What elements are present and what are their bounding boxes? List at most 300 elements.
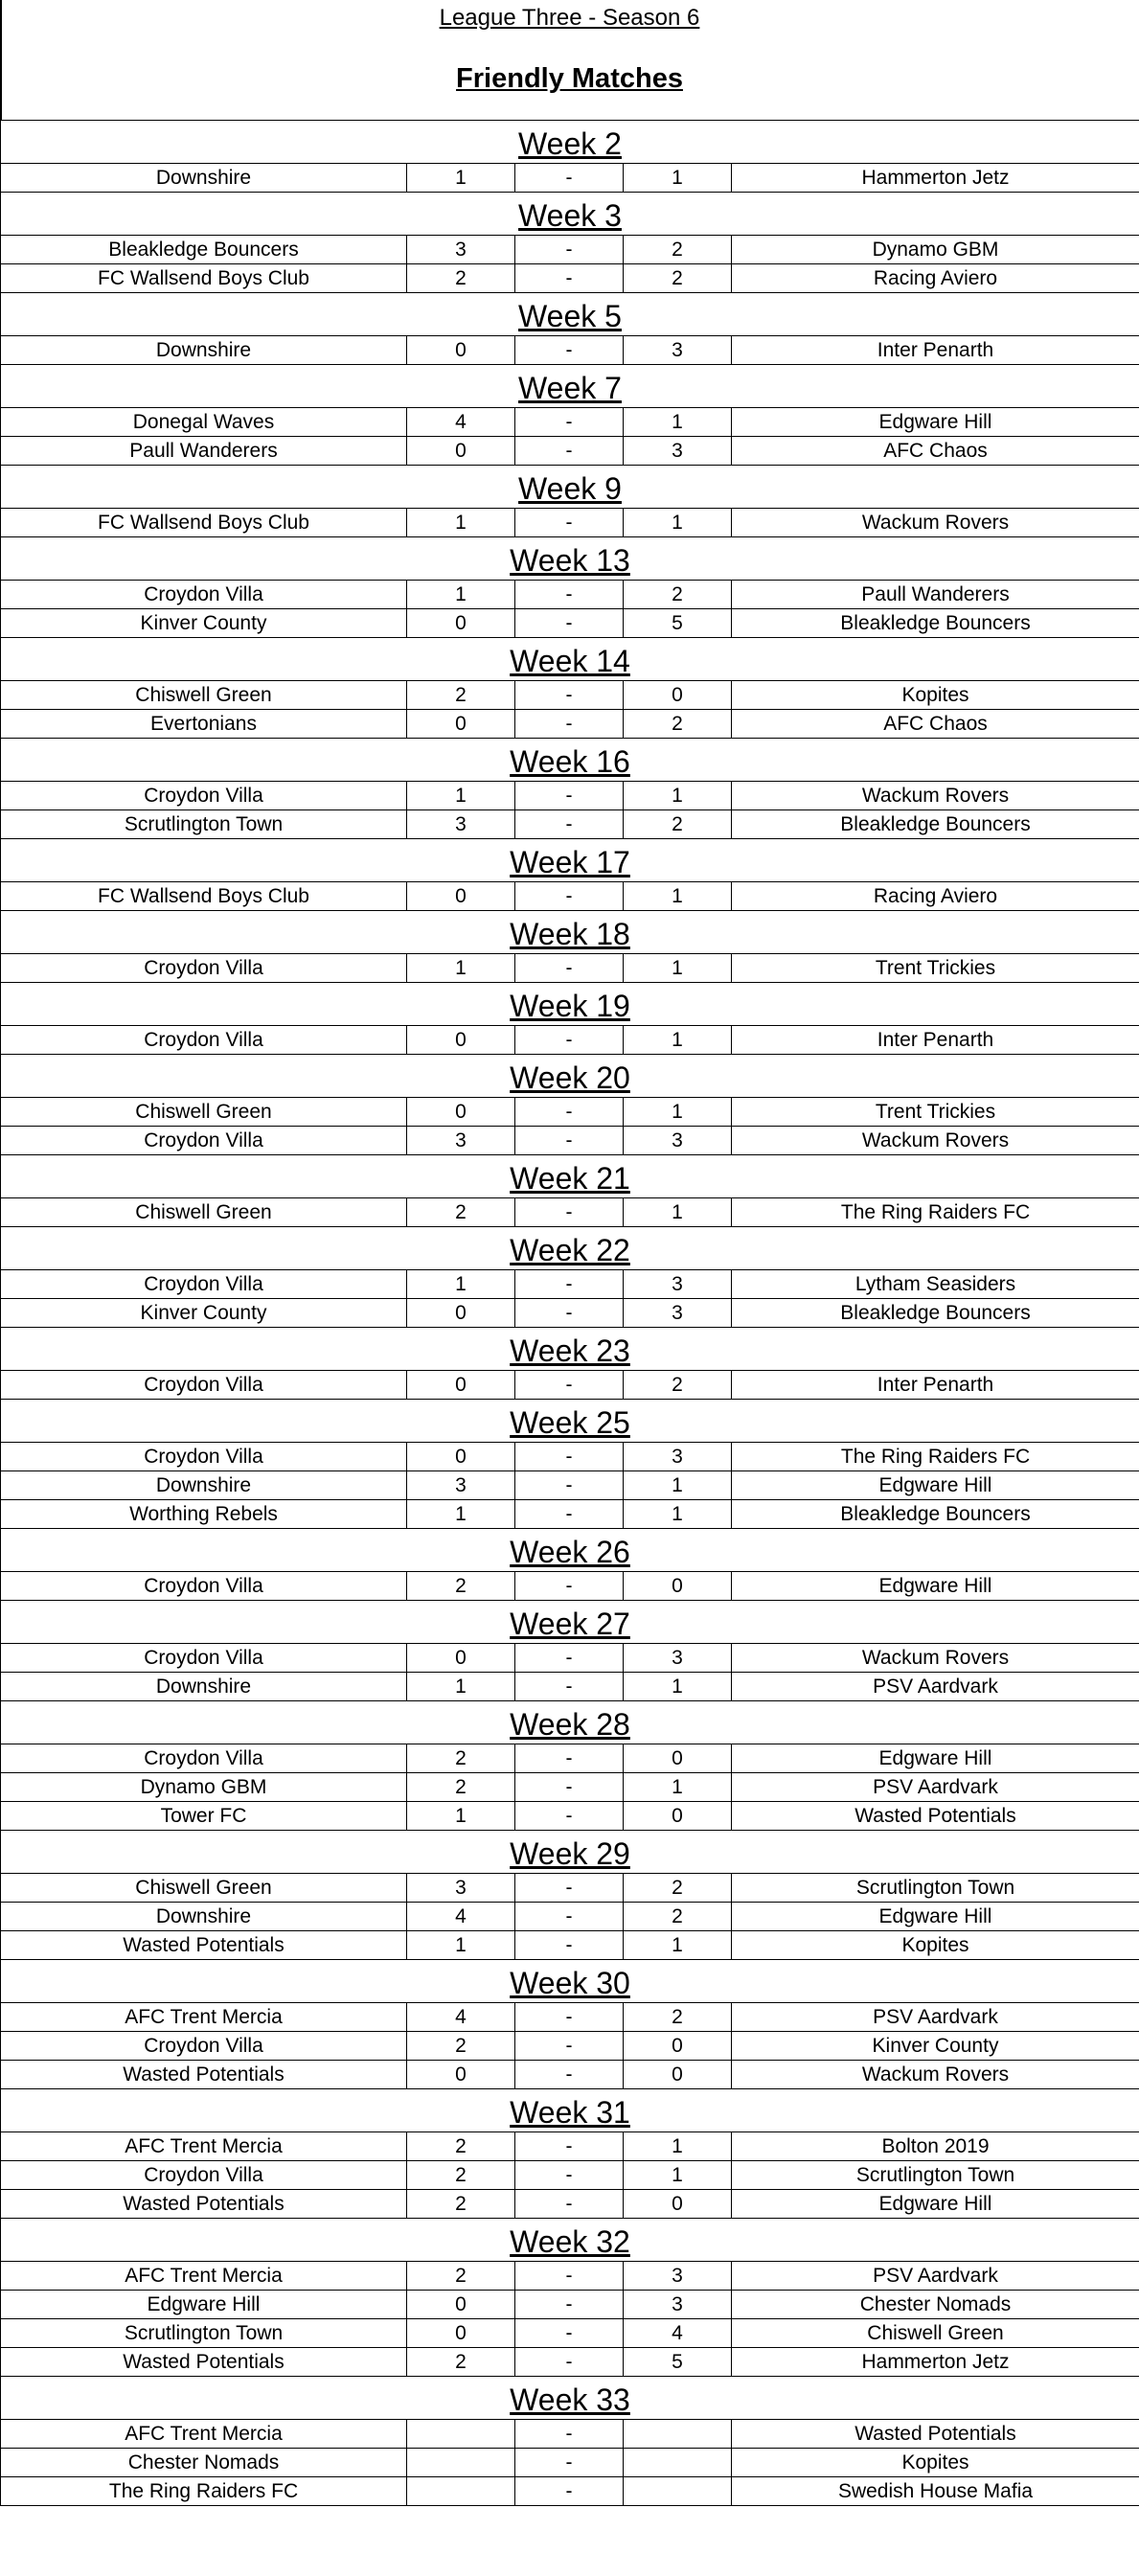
away-team-cell: Kopites xyxy=(732,1931,1139,1960)
home-team-cell: FC Wallsend Boys Club xyxy=(1,882,407,911)
away-team-cell: Edgware Hill xyxy=(732,408,1139,437)
home-score-cell xyxy=(407,2477,515,2506)
match-row xyxy=(1,1744,1139,1773)
home-score-cell: 1 xyxy=(407,1270,515,1299)
week-label: Week 28 xyxy=(1,1701,1139,1744)
match-row xyxy=(1,2477,1139,2506)
home-team-cell: Bleakledge Bouncers xyxy=(1,236,407,264)
week-label: Week 31 xyxy=(1,2089,1139,2132)
away-score-cell: 2 xyxy=(624,1874,732,1903)
score-separator-cell: - xyxy=(515,2190,624,2219)
home-score-cell: 1 xyxy=(407,164,515,193)
week-label: Week 2 xyxy=(1,121,1139,164)
away-team-cell: Wasted Potentials xyxy=(732,2420,1139,2449)
away-score-cell: 3 xyxy=(624,1127,732,1155)
away-team-cell: Trent Trickies xyxy=(732,954,1139,983)
match-row xyxy=(1,2190,1139,2219)
home-team-cell: Dynamo GBM xyxy=(1,1773,407,1802)
match-row xyxy=(1,2262,1139,2291)
home-score-cell: 1 xyxy=(407,1931,515,1960)
home-team-cell: Downshire xyxy=(1,1471,407,1500)
match-row xyxy=(1,408,1139,437)
match-row xyxy=(1,882,1139,911)
score-separator-cell: - xyxy=(515,2420,624,2449)
home-score-cell: 0 xyxy=(407,1026,515,1055)
week-header-row xyxy=(1,466,1139,509)
away-score-cell: 1 xyxy=(624,1773,732,1802)
away-score-cell: 0 xyxy=(624,1572,732,1601)
match-row xyxy=(1,2032,1139,2061)
away-team-cell: Racing Aviero xyxy=(732,264,1139,293)
match-row xyxy=(1,1802,1139,1831)
score-separator-cell: - xyxy=(515,1270,624,1299)
away-team-cell: PSV Aardvark xyxy=(732,1773,1139,1802)
away-score-cell: 1 xyxy=(624,509,732,537)
week-header-row xyxy=(1,1529,1139,1572)
home-score-cell: 0 xyxy=(407,609,515,638)
week-header-row xyxy=(1,839,1139,882)
home-score-cell: 1 xyxy=(407,954,515,983)
home-score-cell: 0 xyxy=(407,882,515,911)
away-score-cell: 1 xyxy=(624,782,732,810)
away-team-cell: PSV Aardvark xyxy=(732,2003,1139,2032)
week-header-row xyxy=(1,1227,1139,1270)
match-row xyxy=(1,264,1139,293)
away-team-cell: Edgware Hill xyxy=(732,1572,1139,1601)
away-score-cell xyxy=(624,2477,732,2506)
away-score-cell: 2 xyxy=(624,810,732,839)
match-row xyxy=(1,2161,1139,2190)
home-team-cell: Tower FC xyxy=(1,1802,407,1831)
away-score-cell: 1 xyxy=(624,1471,732,1500)
week-header-row xyxy=(1,293,1139,336)
home-score-cell: 2 xyxy=(407,1572,515,1601)
week-label: Week 7 xyxy=(1,365,1139,408)
home-team-cell: Croydon Villa xyxy=(1,1026,407,1055)
home-score-cell: 3 xyxy=(407,810,515,839)
home-score-cell: 2 xyxy=(407,264,515,293)
away-score-cell: 0 xyxy=(624,681,732,710)
away-team-cell: Wackum Rovers xyxy=(732,782,1139,810)
home-team-cell: Chester Nomads xyxy=(1,2449,407,2477)
match-row xyxy=(1,437,1139,466)
week-label: Week 33 xyxy=(1,2377,1139,2420)
home-score-cell: 2 xyxy=(407,2132,515,2161)
score-separator-cell: - xyxy=(515,1299,624,1328)
match-row xyxy=(1,236,1139,264)
home-team-cell: AFC Trent Mercia xyxy=(1,2420,407,2449)
score-separator-cell: - xyxy=(515,236,624,264)
score-separator-cell: - xyxy=(515,408,624,437)
match-row xyxy=(1,810,1139,839)
away-team-cell: Hammerton Jetz xyxy=(732,2348,1139,2377)
home-score-cell: 4 xyxy=(407,2003,515,2032)
score-separator-cell: - xyxy=(515,581,624,609)
week-header-row xyxy=(1,2219,1139,2262)
match-row xyxy=(1,681,1139,710)
home-team-cell: Kinver County xyxy=(1,609,407,638)
week-header-row xyxy=(1,1155,1139,1198)
score-separator-cell: - xyxy=(515,2032,624,2061)
score-separator-cell: - xyxy=(515,954,624,983)
score-separator-cell: - xyxy=(515,2449,624,2477)
away-score-cell: 1 xyxy=(624,882,732,911)
home-team-cell: Croydon Villa xyxy=(1,1371,407,1400)
home-team-cell: Croydon Villa xyxy=(1,1270,407,1299)
score-separator-cell: - xyxy=(515,2262,624,2291)
score-separator-cell: - xyxy=(515,1127,624,1155)
away-team-cell: PSV Aardvark xyxy=(732,1673,1139,1701)
away-team-cell: Kinver County xyxy=(732,2032,1139,2061)
score-separator-cell: - xyxy=(515,810,624,839)
home-team-cell: Croydon Villa xyxy=(1,581,407,609)
home-score-cell: 4 xyxy=(407,1903,515,1931)
home-score-cell: 1 xyxy=(407,1673,515,1701)
away-score-cell: 3 xyxy=(624,2262,732,2291)
score-separator-cell: - xyxy=(515,1744,624,1773)
score-separator-cell: - xyxy=(515,2161,624,2190)
week-header-row xyxy=(1,2089,1139,2132)
away-score-cell: 1 xyxy=(624,164,732,193)
away-team-cell: Chester Nomads xyxy=(732,2291,1139,2319)
away-team-cell: Inter Penarth xyxy=(732,336,1139,365)
away-team-cell: PSV Aardvark xyxy=(732,2262,1139,2291)
away-score-cell: 2 xyxy=(624,581,732,609)
score-separator-cell: - xyxy=(515,882,624,911)
score-separator-cell: - xyxy=(515,1572,624,1601)
home-score-cell: 3 xyxy=(407,236,515,264)
home-score-cell: 2 xyxy=(407,1744,515,1773)
away-score-cell: 3 xyxy=(624,336,732,365)
away-team-cell: Chiswell Green xyxy=(732,2319,1139,2348)
away-team-cell: Trent Trickies xyxy=(732,1098,1139,1127)
score-separator-cell: - xyxy=(515,2291,624,2319)
week-header-row xyxy=(1,739,1139,782)
week-header-row xyxy=(1,983,1139,1026)
match-row xyxy=(1,336,1139,365)
home-team-cell: The Ring Raiders FC xyxy=(1,2477,407,2506)
home-score-cell: 0 xyxy=(407,2319,515,2348)
home-team-cell: Chiswell Green xyxy=(1,1198,407,1227)
away-score-cell: 0 xyxy=(624,1802,732,1831)
week-label: Week 5 xyxy=(1,293,1139,336)
score-separator-cell: - xyxy=(515,1773,624,1802)
match-row xyxy=(1,1127,1139,1155)
score-separator-cell: - xyxy=(515,1026,624,1055)
away-score-cell: 3 xyxy=(624,1644,732,1673)
away-score-cell: 0 xyxy=(624,1744,732,1773)
home-score-cell: 3 xyxy=(407,1874,515,1903)
week-header-row xyxy=(1,1701,1139,1744)
week-header-row xyxy=(1,193,1139,236)
match-row xyxy=(1,2003,1139,2032)
home-team-cell: Evertonians xyxy=(1,710,407,739)
match-row xyxy=(1,1270,1139,1299)
home-score-cell: 2 xyxy=(407,2348,515,2377)
week-header-row xyxy=(1,638,1139,681)
home-score-cell: 0 xyxy=(407,437,515,466)
week-label: Week 23 xyxy=(1,1328,1139,1371)
week-label: Week 14 xyxy=(1,638,1139,681)
score-separator-cell: - xyxy=(515,1931,624,1960)
away-team-cell: AFC Chaos xyxy=(732,710,1139,739)
home-team-cell: AFC Trent Mercia xyxy=(1,2132,407,2161)
match-row xyxy=(1,782,1139,810)
match-row xyxy=(1,1026,1139,1055)
away-score-cell: 0 xyxy=(624,2032,732,2061)
away-team-cell: Hammerton Jetz xyxy=(732,164,1139,193)
score-separator-cell: - xyxy=(515,1443,624,1471)
home-team-cell: Croydon Villa xyxy=(1,782,407,810)
week-header-row xyxy=(1,2377,1139,2420)
score-separator-cell: - xyxy=(515,782,624,810)
match-row xyxy=(1,1644,1139,1673)
away-score-cell: 1 xyxy=(624,1198,732,1227)
week-label: Week 13 xyxy=(1,537,1139,581)
home-team-cell: Donegal Waves xyxy=(1,408,407,437)
home-score-cell: 4 xyxy=(407,408,515,437)
home-team-cell: Croydon Villa xyxy=(1,1443,407,1471)
away-score-cell: 1 xyxy=(624,1931,732,1960)
away-score-cell: 1 xyxy=(624,2161,732,2190)
home-team-cell: Chiswell Green xyxy=(1,1098,407,1127)
away-score-cell: 2 xyxy=(624,264,732,293)
fixtures-table-container xyxy=(0,120,1139,2506)
match-row xyxy=(1,1903,1139,1931)
home-team-cell: Worthing Rebels xyxy=(1,1500,407,1529)
week-label: Week 3 xyxy=(1,193,1139,236)
week-header-row xyxy=(1,1831,1139,1874)
away-score-cell: 3 xyxy=(624,1443,732,1471)
home-team-cell: Wasted Potentials xyxy=(1,2348,407,2377)
home-score-cell: 0 xyxy=(407,1371,515,1400)
away-team-cell: Inter Penarth xyxy=(732,1371,1139,1400)
match-row xyxy=(1,2319,1139,2348)
week-label: Week 9 xyxy=(1,466,1139,509)
away-team-cell: Wasted Potentials xyxy=(732,1802,1139,1831)
score-separator-cell: - xyxy=(515,1903,624,1931)
page-title: League Three - Season 6 xyxy=(439,5,700,31)
home-score-cell: 1 xyxy=(407,581,515,609)
away-score-cell: 1 xyxy=(624,1098,732,1127)
home-score-cell: 0 xyxy=(407,1644,515,1673)
home-score-cell: 2 xyxy=(407,2161,515,2190)
away-score-cell xyxy=(624,2420,732,2449)
home-score-cell: 0 xyxy=(407,2061,515,2089)
home-score-cell: 2 xyxy=(407,681,515,710)
home-team-cell: Edgware Hill xyxy=(1,2291,407,2319)
away-score-cell: 1 xyxy=(624,1026,732,1055)
away-score-cell: 5 xyxy=(624,609,732,638)
home-score-cell xyxy=(407,2420,515,2449)
away-score-cell: 4 xyxy=(624,2319,732,2348)
fixtures-body xyxy=(1,121,1139,2506)
week-label: Week 30 xyxy=(1,1960,1139,2003)
match-row xyxy=(1,1443,1139,1471)
home-team-cell: FC Wallsend Boys Club xyxy=(1,509,407,537)
match-row xyxy=(1,2449,1139,2477)
home-score-cell: 1 xyxy=(407,1802,515,1831)
home-team-cell: Croydon Villa xyxy=(1,2161,407,2190)
match-row xyxy=(1,2132,1139,2161)
week-label: Week 21 xyxy=(1,1155,1139,1198)
away-team-cell: Bleakledge Bouncers xyxy=(732,609,1139,638)
home-team-cell: Croydon Villa xyxy=(1,1127,407,1155)
home-team-cell: Kinver County xyxy=(1,1299,407,1328)
fixtures-table xyxy=(0,120,1139,2506)
home-score-cell: 2 xyxy=(407,2190,515,2219)
away-score-cell: 0 xyxy=(624,2061,732,2089)
week-label: Week 22 xyxy=(1,1227,1139,1270)
home-team-cell: Downshire xyxy=(1,1903,407,1931)
home-score-cell: 2 xyxy=(407,2032,515,2061)
match-row xyxy=(1,1773,1139,1802)
away-score-cell: 1 xyxy=(624,408,732,437)
home-score-cell: 2 xyxy=(407,2262,515,2291)
home-team-cell: Scrutlington Town xyxy=(1,810,407,839)
match-row xyxy=(1,1198,1139,1227)
week-label: Week 20 xyxy=(1,1055,1139,1098)
home-team-cell: Croydon Villa xyxy=(1,1644,407,1673)
match-row xyxy=(1,1471,1139,1500)
week-header-row xyxy=(1,1328,1139,1371)
week-label: Week 19 xyxy=(1,983,1139,1026)
away-team-cell: Bolton 2019 xyxy=(732,2132,1139,2161)
home-team-cell: Croydon Villa xyxy=(1,2032,407,2061)
away-score-cell xyxy=(624,2449,732,2477)
score-separator-cell: - xyxy=(515,2061,624,2089)
away-team-cell: Kopites xyxy=(732,681,1139,710)
week-header-row xyxy=(1,1960,1139,2003)
away-team-cell: Edgware Hill xyxy=(732,1744,1139,1773)
home-score-cell: 3 xyxy=(407,1471,515,1500)
score-separator-cell: - xyxy=(515,336,624,365)
away-team-cell: The Ring Raiders FC xyxy=(732,1198,1139,1227)
match-row xyxy=(1,710,1139,739)
match-row xyxy=(1,1371,1139,1400)
away-team-cell: Edgware Hill xyxy=(732,1903,1139,1931)
home-score-cell: 0 xyxy=(407,710,515,739)
home-team-cell: Paull Wanderers xyxy=(1,437,407,466)
home-score-cell xyxy=(407,2449,515,2477)
away-team-cell: Bleakledge Bouncers xyxy=(732,810,1139,839)
away-team-cell: Paull Wanderers xyxy=(732,581,1139,609)
week-label: Week 32 xyxy=(1,2219,1139,2262)
score-separator-cell: - xyxy=(515,1198,624,1227)
away-team-cell: Kopites xyxy=(732,2449,1139,2477)
match-row xyxy=(1,1673,1139,1701)
home-score-cell: 0 xyxy=(407,1299,515,1328)
home-team-cell: Croydon Villa xyxy=(1,1744,407,1773)
away-score-cell: 0 xyxy=(624,2190,732,2219)
away-score-cell: 2 xyxy=(624,1371,732,1400)
score-separator-cell: - xyxy=(515,609,624,638)
away-team-cell: Edgware Hill xyxy=(732,2190,1139,2219)
match-row xyxy=(1,954,1139,983)
week-label: Week 27 xyxy=(1,1601,1139,1644)
home-team-cell: Croydon Villa xyxy=(1,1572,407,1601)
home-team-cell: Chiswell Green xyxy=(1,681,407,710)
away-team-cell: Wackum Rovers xyxy=(732,1644,1139,1673)
match-row xyxy=(1,2420,1139,2449)
home-score-cell: 1 xyxy=(407,1500,515,1529)
score-separator-cell: - xyxy=(515,2132,624,2161)
score-separator-cell: - xyxy=(515,164,624,193)
score-separator-cell: - xyxy=(515,1874,624,1903)
week-label: Week 29 xyxy=(1,1831,1139,1874)
away-team-cell: Bleakledge Bouncers xyxy=(732,1500,1139,1529)
away-team-cell: AFC Chaos xyxy=(732,437,1139,466)
score-separator-cell: - xyxy=(515,2477,624,2506)
week-label: Week 18 xyxy=(1,911,1139,954)
away-score-cell: 1 xyxy=(624,954,732,983)
match-row xyxy=(1,609,1139,638)
home-score-cell: 0 xyxy=(407,336,515,365)
away-team-cell: Racing Aviero xyxy=(732,882,1139,911)
home-score-cell: 1 xyxy=(407,782,515,810)
week-label: Week 16 xyxy=(1,739,1139,782)
score-separator-cell: - xyxy=(515,710,624,739)
match-row xyxy=(1,1500,1139,1529)
away-team-cell: Wackum Rovers xyxy=(732,2061,1139,2089)
week-header-row xyxy=(1,1400,1139,1443)
match-row xyxy=(1,2061,1139,2089)
score-separator-cell: - xyxy=(515,1802,624,1831)
home-team-cell: Croydon Villa xyxy=(1,954,407,983)
away-team-cell: Scrutlington Town xyxy=(732,1874,1139,1903)
week-header-row xyxy=(1,911,1139,954)
away-team-cell: Inter Penarth xyxy=(732,1026,1139,1055)
score-separator-cell: - xyxy=(515,509,624,537)
score-separator-cell: - xyxy=(515,2003,624,2032)
week-label: Week 17 xyxy=(1,839,1139,882)
home-team-cell: Wasted Potentials xyxy=(1,2190,407,2219)
home-team-cell: Wasted Potentials xyxy=(1,1931,407,1960)
home-team-cell: Downshire xyxy=(1,336,407,365)
home-score-cell: 0 xyxy=(407,1098,515,1127)
away-score-cell: 2 xyxy=(624,236,732,264)
away-team-cell: Bleakledge Bouncers xyxy=(732,1299,1139,1328)
match-row xyxy=(1,2348,1139,2377)
score-separator-cell: - xyxy=(515,1098,624,1127)
match-row xyxy=(1,1931,1139,1960)
home-score-cell: 2 xyxy=(407,1773,515,1802)
home-team-cell: FC Wallsend Boys Club xyxy=(1,264,407,293)
score-separator-cell: - xyxy=(515,437,624,466)
week-header-row xyxy=(1,537,1139,581)
away-score-cell: 5 xyxy=(624,2348,732,2377)
week-header-row xyxy=(1,1601,1139,1644)
match-row xyxy=(1,1572,1139,1601)
match-row xyxy=(1,1299,1139,1328)
match-row xyxy=(1,164,1139,193)
match-row xyxy=(1,2291,1139,2319)
home-team-cell: AFC Trent Mercia xyxy=(1,2262,407,2291)
home-team-cell: Scrutlington Town xyxy=(1,2319,407,2348)
home-team-cell: AFC Trent Mercia xyxy=(1,2003,407,2032)
score-separator-cell: - xyxy=(515,1471,624,1500)
page-subtitle: Friendly Matches xyxy=(456,63,683,94)
score-separator-cell: - xyxy=(515,2319,624,2348)
home-team-cell: Wasted Potentials xyxy=(1,2061,407,2089)
away-team-cell: Lytham Seasiders xyxy=(732,1270,1139,1299)
match-row xyxy=(1,1874,1139,1903)
home-score-cell: 2 xyxy=(407,1198,515,1227)
home-score-cell: 0 xyxy=(407,1443,515,1471)
score-separator-cell: - xyxy=(515,1500,624,1529)
home-score-cell: 1 xyxy=(407,509,515,537)
home-team-cell: Downshire xyxy=(1,164,407,193)
